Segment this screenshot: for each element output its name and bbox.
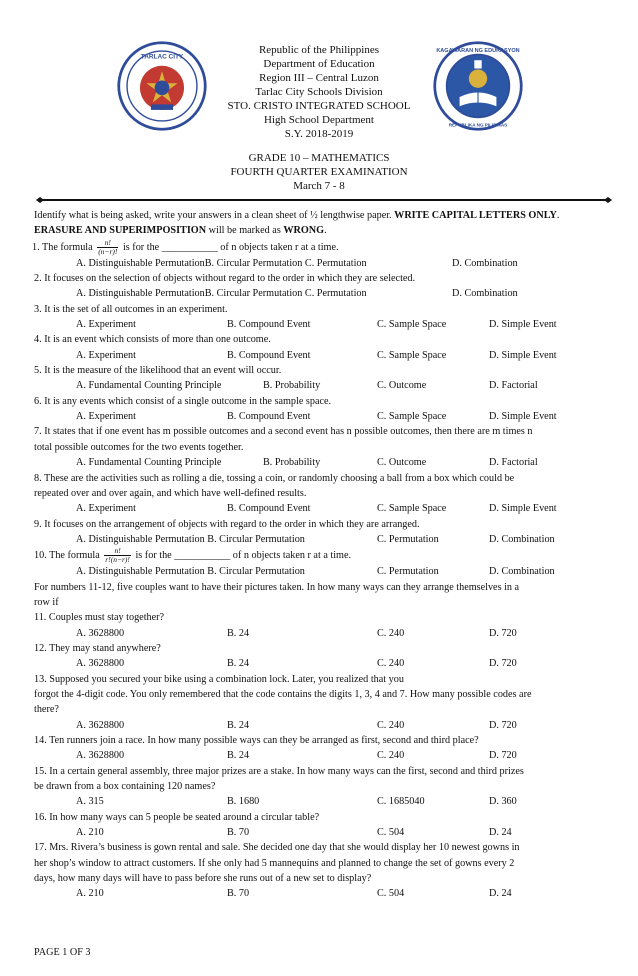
header-department: Department of Education [263,58,375,70]
deped-logo-ring-text: KAGAWARAN NG EDUKASYON [436,47,520,54]
options-17: A. 210 B. 70 C. 504 D. 24 [76,888,512,900]
question-2: 2. It focuses on the selection of objects without regard to the order in which they are selected. [34,273,416,285]
question-7: 7. It states that if one event has m possible outcomes and a second event has n possible outcomes, then there are m times n [34,426,533,438]
question-13: 13. Supposed you secured your bike using a combination lock. Later, you realized that you [34,673,404,685]
question-1: 1. The formula $\frac{n!}{(n-r)!}$ is for the ___________ of n objects taken r at a time. [32,237,339,256]
exam-title: FOURTH QUARTER EXAMINATION [230,166,408,178]
formula-permutation: $\frac{n!}{(n-r)!}$ [98,237,118,256]
options-9: A. Distinguishable Permutation B. Circular Permutation C. Permutation D. Combination [76,533,555,545]
question-13-cont-2: there? [34,704,59,716]
intro-11-12-cont: row if [34,596,59,608]
question-13-cont: forgot the 4-digit code. You only remembered that the code contains the digits 1, 3, 4 and 7. How many possible codes are [34,688,532,700]
header-dept: High School Department [264,114,374,126]
deped-logo-bottom-text: REPUBLIKA NG PILIPINAS [448,122,508,128]
question-17: 17. Mrs. Rivera’s business is gown rental and sale. She decided one day that she would display her 10 newest gowns in [34,842,520,854]
question-14: 14. Ten runners join a race. In how many possible ways can they be arranged as first, second and third place? [34,735,479,746]
question-3: 3. It is the set of all outcomes in an experiment. [34,303,228,315]
options-10: A. Distinguishable Permutation B. Circular Permutation C. Permutation D. Combination [76,566,555,578]
header-division: Tarlac City Schools Division [255,86,383,98]
header-region: Region III – Central Luzon [259,72,379,84]
question-8: 8. These are the activities such as rolling a die, tossing a coin, or randomly choosing a ball from a box which could be [34,472,515,484]
question-15-cont: be drawn from a box containing 120 names? [34,781,216,793]
header-divider [36,196,612,204]
exam-content [34,208,604,902]
school-name: STO. CRISTO INTEGRATED SCHOOL [227,100,411,112]
options-1: A. Distinguishable PermutationB. Circular Permutation C. Permutation D. Combination [76,257,518,269]
options-12: A. 3628800 B. 24 C. 240 D. 720 [76,658,517,670]
question-9: 9. It focuses on the arrangement of objects with regard to the order in which they are arranged. [34,518,420,530]
options-11: A. 3628800 B. 24 C. 240 D. 720 [76,627,517,639]
question-17-cont: her shop’s window to attract customers. If she only had 5 mannequins and planned to change the set of gowns every 2 [34,857,515,869]
options-6: A. Experiment B. Compound Event C. Sample Space D. Simple Event [76,411,557,423]
options-3: A. Experiment B. Compound Event C. Sample Space D. Simple Event [76,319,557,331]
header-republic: Republic of the Philippines [258,44,380,56]
question-8-cont: repeated over and over again, and which have well-defined results. [34,487,307,499]
intro-11-12: For numbers 11-12, five couples want to have their pictures taken. In how many ways can they arrange themselves in a [34,581,520,593]
options-8: A. Experiment B. Compound Event C. Sample Space D. Simple Event [76,503,557,515]
options-2: A. Distinguishable PermutationB. Circular Permutation C. Permutation D. Combination [76,288,518,300]
options-14: A. 3628800 B. 24 C. 240 D. 720 [76,750,517,762]
question-4: 4. It is an event which consists of more than one outcome. [34,334,271,346]
instructions: Identify what is being asked, write your answers in a clean sheet of ½ lengthwise paper. WRITE CAPITAL LETTERS ONLY. ERASURE AND SUPERIMPOSITION will be marked as WRONG. [34,210,560,237]
question-15: 15. In a certain general assembly, three major prizes are a stake. In how many ways can the first, second and third prizes [34,765,524,777]
options-7: A. Fundamental Counting Principle B. Probability C. Outcome D. Factorial [76,457,538,469]
question-7-cont: total possible outcomes for the two events together. [34,441,244,453]
question-6: 6. It is any events which consist of a single outcome in the sample space. [34,395,332,407]
exam-date: March 7 - 8 [293,180,345,192]
question-10: 10. The formula $\frac{n!}{r!(n-r)!}$ is for the ___________ of n objects taken r at a time. [34,546,352,565]
options-15: A. 315 B. 1680 C. 1685040 D. 360 [76,796,517,808]
formula-combination: $\frac{n!}{r!(n-r)!}$ [105,546,130,565]
options-4: A. Experiment B. Compound Event C. Sample Space D. Simple Event [76,349,557,361]
division-logo-text: TARLAC CITY [140,53,184,61]
question-17-cont-2: days, how many days will have to pass before she runs out of a new set to display? [34,873,372,885]
school-year: S.Y. 2018-2019 [284,128,354,140]
question-11: 11. Couples must stay together? [34,612,165,624]
question-16: 16. In how many ways can 5 people be seated around a circular table? [34,811,320,823]
page-number: PAGE 1 OF 3 [34,947,91,958]
options-16: A. 210 B. 70 C. 504 D. 24 [76,827,512,839]
question-12: 12. They may stand anywhere? [34,642,161,654]
options-13: A. 3628800 B. 24 C. 240 D. 720 [76,719,517,731]
exam-subject: GRADE 10 – MATHEMATICS [248,152,390,164]
options-5: A. Fundamental Counting Principle B. Probability C. Outcome D. Factorial [76,380,538,392]
question-5: 5. It is the measure of the likelihood that an event will occur. [34,365,282,377]
